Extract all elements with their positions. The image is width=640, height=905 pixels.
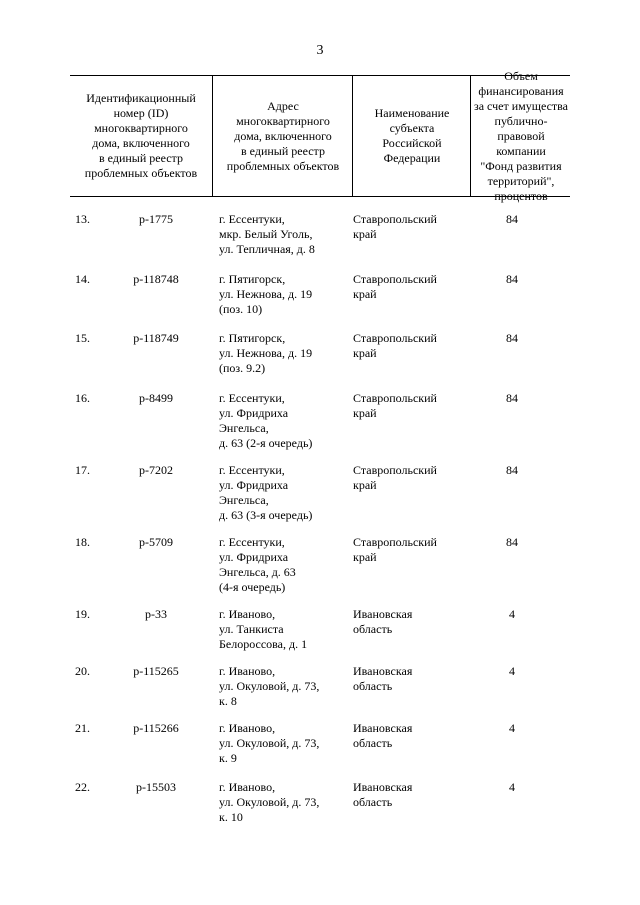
row-address: г. Ессентуки, мкр. Белый Уголь, ул. Тепличная, д. 8 [219, 212, 315, 256]
row-id: р-33 [145, 607, 167, 621]
row-address: г. Пятигорск, ул. Нежнова, д. 19 (поз. 10) [219, 272, 313, 316]
row-number: 13. [75, 212, 90, 226]
row-address: г. Пятигорск, ул. Нежнова, д. 19 (поз. 9.2) [219, 331, 313, 375]
row-address: г. Иваново, ул. Окуловой, д. 73, к. 9 [219, 721, 320, 765]
header-address-cell [212, 76, 353, 196]
row-percent: 84 [506, 272, 518, 286]
row-percent: 4 [509, 780, 515, 794]
row-percent: 4 [509, 607, 515, 621]
row-percent: 4 [509, 664, 515, 678]
row-number: 17. [75, 463, 90, 477]
row-subject: Ставропольский край [353, 212, 437, 241]
row-percent: 84 [506, 212, 518, 226]
header-funding-label: Объем финансирования за счет имущества публично-правовой компании "Фонд развития территорий", процентов [473, 68, 569, 203]
row-subject: Ивановская область [353, 721, 413, 750]
row-address: г. Ессентуки, ул. Фридриха Энгельса, д. 63 (2-я очередь) [219, 391, 313, 450]
row-subject: Ставропольский край [353, 391, 437, 420]
row-id: р-118748 [133, 272, 179, 286]
row-percent: 84 [506, 463, 518, 477]
row-number: 15. [75, 331, 90, 345]
row-id: р-118749 [133, 331, 179, 345]
row-id: р-1775 [139, 212, 173, 226]
header-funding-cell [470, 68, 571, 203]
row-address: г. Ессентуки, ул. Фридриха Энгельса, д. 63 (3-я очередь) [219, 463, 313, 522]
header-subject-cell [352, 76, 471, 196]
header-subject-label: Наименование субъекта Российской Федерации [374, 106, 450, 165]
table-header [70, 68, 570, 203]
row-subject: Ставропольский край [353, 272, 437, 301]
row-subject: Ивановская область [353, 780, 413, 809]
row-percent: 84 [506, 331, 518, 345]
header-id-cell [70, 76, 212, 196]
row-number: 22. [75, 780, 90, 794]
row-subject: Ставропольский край [353, 535, 437, 564]
row-id: р-115265 [133, 664, 179, 678]
row-number: 18. [75, 535, 90, 549]
row-id: р-5709 [139, 535, 173, 549]
row-address: г. Ессентуки, ул. Фридриха Энгельса, д. 63 (4-я очередь) [219, 535, 296, 594]
row-number: 19. [75, 607, 90, 621]
row-percent: 4 [509, 721, 515, 735]
row-number: 21. [75, 721, 90, 735]
row-subject: Ивановская область [353, 664, 413, 693]
row-address: г. Иваново, ул. Танкиста Белороссова, д. 1 [219, 607, 308, 651]
row-subject: Ставропольский край [353, 331, 437, 360]
header-id-label: Идентификационный номер (ID) многоквартирного дома, включенного в единый реестр проблемных объектов [84, 91, 198, 180]
row-number: 16. [75, 391, 90, 405]
row-address: г. Иваново, ул. Окуловой, д. 73, к. 10 [219, 780, 320, 824]
row-id: р-8499 [139, 391, 173, 405]
row-id: р-15503 [136, 780, 176, 794]
row-id: р-115266 [133, 721, 179, 735]
row-subject: Ставропольский край [353, 463, 437, 492]
row-address: г. Иваново, ул. Окуловой, д. 73, к. 8 [219, 664, 320, 708]
header-address-label: Адрес многоквартирного дома, включенного в единый реестр проблемных объектов [226, 98, 340, 173]
row-id: р-7202 [139, 463, 173, 477]
row-percent: 84 [506, 391, 518, 405]
row-number: 14. [75, 272, 90, 286]
row-number: 20. [75, 664, 90, 678]
page-number: 3 [316, 43, 324, 58]
row-percent: 84 [506, 535, 518, 549]
row-subject: Ивановская область [353, 607, 413, 636]
